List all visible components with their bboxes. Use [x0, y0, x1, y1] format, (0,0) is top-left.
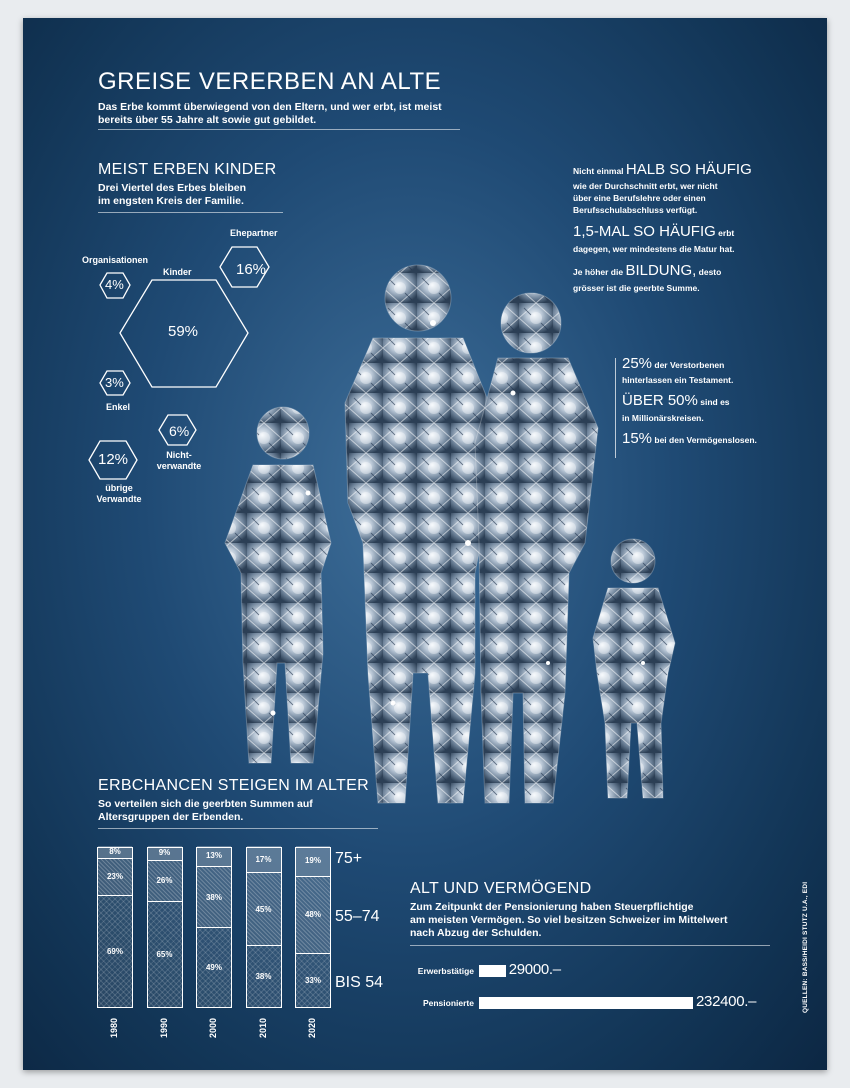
education-fact-1-line: über eine Berufslehre oder einen: [573, 193, 706, 203]
age-section-rule: [98, 828, 378, 829]
age-label-55-74: 55–74: [335, 908, 380, 925]
wealth-category-label: Pensionierte: [422, 998, 474, 1008]
stack-segment-label: 38%: [205, 892, 222, 902]
age-section-title: ERBCHANCEN STEIGEN IM ALTER: [98, 777, 369, 794]
enkel-value: 3%: [105, 375, 124, 390]
wealth-bar: [479, 965, 506, 977]
stack-segment-label: 17%: [255, 854, 272, 864]
testament-fact-1-line: hinterlassen ein Testament.: [622, 375, 734, 385]
stack-segment: [296, 954, 330, 1007]
stack-segment-label: 9%: [158, 848, 171, 858]
education-fact-1-pre: Nicht einmal: [573, 166, 626, 176]
wealth-section-subtitle-line: Zum Zeitpunkt der Pensionierung haben Steuerpflichtige: [410, 901, 694, 913]
ehepartner-value: 16%: [236, 261, 267, 278]
heirs-rule: [98, 212, 283, 213]
age-section-subtitle-line: Altersgruppen der Erbenden.: [98, 811, 244, 823]
kinder-label: Kinder: [163, 267, 192, 277]
stack-segment-label: 8%: [109, 847, 121, 857]
stack-segment-label: 49%: [205, 963, 222, 973]
stack-segment-label: 48%: [304, 910, 321, 920]
stack-segment: [197, 928, 231, 1007]
year-label: 1980: [109, 1017, 119, 1038]
education-facts: [573, 161, 813, 294]
heirs-subtitle-line: Drei Viertel des Erbes bleiben: [98, 182, 247, 194]
wealth-section-subtitle-line: am meisten Vermögen. So viel besitzen Schweizer im Mittelwert: [410, 914, 728, 926]
education-fact-3-line: grösser ist die geerbte Summe.: [573, 283, 700, 293]
stack-segment: [197, 846, 231, 867]
stack-segment-label: 65%: [156, 950, 173, 960]
heirs-subtitle: [98, 182, 246, 208]
education-fact-1-line: [573, 161, 813, 180]
family-diamond-illustration: [213, 243, 683, 823]
enkel-label: Enkel: [106, 402, 131, 412]
education-fact-2-line: [573, 222, 813, 243]
uebrige-verwandte-value: 12%: [98, 451, 129, 468]
stack-segment: [148, 846, 182, 860]
year-label: 2000: [208, 1017, 218, 1038]
testament-fact-2-line: [622, 391, 812, 412]
page-subtitle-line: bereits über 55 Jahre alt sowie gut gebildet.: [98, 114, 317, 126]
kinder-value: 59%: [168, 323, 199, 340]
stack-column: [246, 847, 282, 1008]
wealth-bar-value: 232400.–: [696, 993, 757, 1010]
nichtverwandte-value: 6%: [169, 423, 190, 439]
stack-segment: [296, 846, 330, 877]
stack-column: [147, 847, 183, 1008]
age-section-subtitle-line: So verteilen sich die geerbten Summen auf: [98, 798, 313, 810]
stack-segment: [247, 846, 281, 873]
organisationen-value: 4%: [105, 277, 124, 292]
uebrige-verwandte-label-line: Verwandte: [96, 494, 142, 504]
stack-column: [196, 847, 232, 1008]
stack-segment-label: 13%: [205, 851, 222, 861]
testament-fact-1-post: der Verstorbenen: [652, 360, 725, 370]
wealth-bar-value: 29000.–: [508, 961, 561, 978]
heirs-title: MEIST ERBEN KINDER: [98, 161, 277, 178]
testament-rule: [615, 358, 616, 458]
stack-segment: [148, 902, 182, 1007]
education-fact-2-highlight: 1,5-MAL SO HÄUFIG: [573, 223, 716, 240]
education-fact-1-highlight: HALB SO HÄUFIG: [625, 161, 752, 178]
education-fact-1-line: wie der Durchschnitt erbt, wer nicht: [573, 181, 718, 191]
wealth-section-title: ALT UND VERMÖGEND: [410, 880, 592, 897]
source-note: QUELLEN: BASS/HEIDI STUTZ U.A., EDI: [802, 881, 809, 1013]
stack-segment: [296, 877, 330, 954]
age-label-75plus: 75+: [335, 850, 363, 867]
uebrige-verwandte-label-line: übrige: [105, 483, 133, 493]
organisationen-label: Organisationen: [82, 255, 149, 265]
education-fact-3-pre: Je höher die: [573, 267, 626, 277]
page-subtitle-line: Das Erbe kommt überwiegend von den Eltern, und wer erbt, ist meist: [98, 101, 442, 113]
page-subtitle: [98, 101, 442, 127]
stack-segment: [247, 873, 281, 945]
testament-fact-3-highlight: 15%: [622, 430, 653, 447]
education-fact-3-highlight: BILDUNG,: [625, 262, 697, 279]
stack-column: [295, 847, 331, 1008]
education-fact-3-post: desto: [696, 267, 722, 277]
stack-column: [97, 847, 133, 1008]
testament-fact-1-highlight: 25%: [622, 355, 653, 372]
stack-segment: [98, 859, 132, 896]
wealth-section-subtitle-line: nach Abzug der Schulden.: [410, 927, 542, 939]
stack-segment: [98, 896, 132, 1007]
stack-segment-label: 33%: [304, 975, 321, 985]
year-label: 2020: [307, 1017, 317, 1038]
nichtverwandte-label-line: Nicht-: [166, 450, 192, 460]
education-fact-2-post: erbt: [715, 228, 735, 238]
nichtverwandte-label: [152, 450, 206, 472]
nichtverwandte-label-line: verwandte: [156, 461, 202, 471]
testament-fact-2-highlight: ÜBER 50%: [622, 392, 698, 409]
ehepartner-label: Ehepartner: [230, 228, 278, 238]
education-fact-3-line: [573, 261, 813, 282]
page-title: GREISE VERERBEN AN ALTE: [98, 68, 442, 95]
age-label-bis54: BIS 54: [335, 974, 384, 991]
education-fact-1-line: Berufsschulabschluss verfügt.: [573, 205, 698, 215]
stack-segment-label: 19%: [304, 856, 321, 866]
testament-fact-2-post: sind es: [697, 397, 730, 407]
wealth-section-subtitle: [410, 901, 727, 940]
testament-fact-3-post: bei den Vermögenslosen.: [652, 435, 757, 445]
year-label: 2010: [257, 1017, 268, 1038]
testament-fact-1-line: [622, 355, 812, 374]
uebrige-verwandte-label: [91, 483, 147, 505]
stack-segment-label: 69%: [106, 946, 123, 956]
wealth-bar: [479, 997, 693, 1009]
stack-segment-label: 38%: [255, 971, 272, 981]
stack-segment: [197, 867, 231, 928]
stack-segment-label: 23%: [106, 872, 123, 882]
heirs-subtitle-line: im engsten Kreis der Familie.: [98, 195, 244, 207]
testament-facts: [622, 355, 812, 450]
stack-segment: [247, 946, 281, 1007]
education-fact-2-line: dagegen, wer mindestens die Matur hat.: [573, 244, 735, 254]
infographic-page: [23, 18, 827, 1070]
stack-segment-label: 26%: [156, 876, 173, 886]
stack-segment: [148, 861, 182, 903]
testament-fact-3-line: [622, 429, 812, 450]
wealth-section-rule: [410, 945, 770, 946]
wealth-category-label: Erwerbstätige: [417, 966, 474, 976]
age-section-subtitle: [98, 798, 313, 824]
stack-segment: [98, 846, 132, 859]
testament-fact-2-line: in Millionärskreisen.: [622, 413, 704, 423]
year-label: 1990: [158, 1017, 169, 1038]
stack-segment-label: 45%: [255, 904, 272, 914]
title-rule: [98, 129, 460, 130]
